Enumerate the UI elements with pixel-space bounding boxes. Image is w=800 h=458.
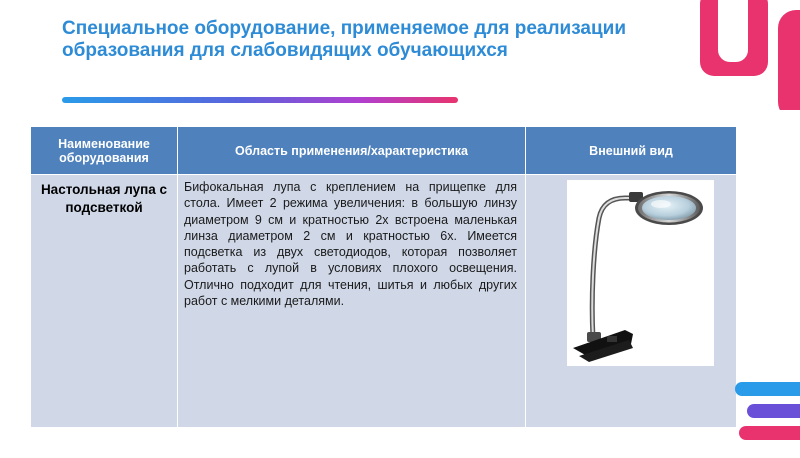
header-appearance: Внешний вид	[526, 127, 737, 175]
magnifier-photo	[567, 180, 714, 366]
desk-magnifier-lamp-icon	[567, 180, 714, 366]
header-equipment-name: Наименование оборудования	[31, 127, 178, 175]
slide-title: Специальное оборудование, применяемое для реализации образования для слабовидящих обучающихся	[62, 18, 627, 61]
header-application: Область применения/характеристика	[178, 127, 526, 175]
table-header-row	[31, 127, 737, 175]
table-row	[31, 175, 737, 428]
equipment-description-cell: Бифокальная лупа с креплением на прищепке для стола. Имеет 2 режима увеличения: в большую линзу диаметром 9 см и кратностью 2х встроена маленькая линза диаметром 2 см и кратностью 6х. Имеется подсветка из двух светодиодов, которая позволяет работать с лупой в условиях плохого освещения. Отлично подходит для чтения, шитья и любых других работ с мелкими деталями.	[178, 175, 526, 428]
corner-decoration-top	[700, 0, 800, 110]
equipment-name-cell: Настольная лупа с подсветкой	[31, 175, 178, 428]
title-underline	[62, 97, 458, 103]
equipment-table	[30, 126, 737, 428]
corner-decoration-bottom	[735, 368, 800, 458]
equipment-image-cell	[526, 175, 737, 428]
